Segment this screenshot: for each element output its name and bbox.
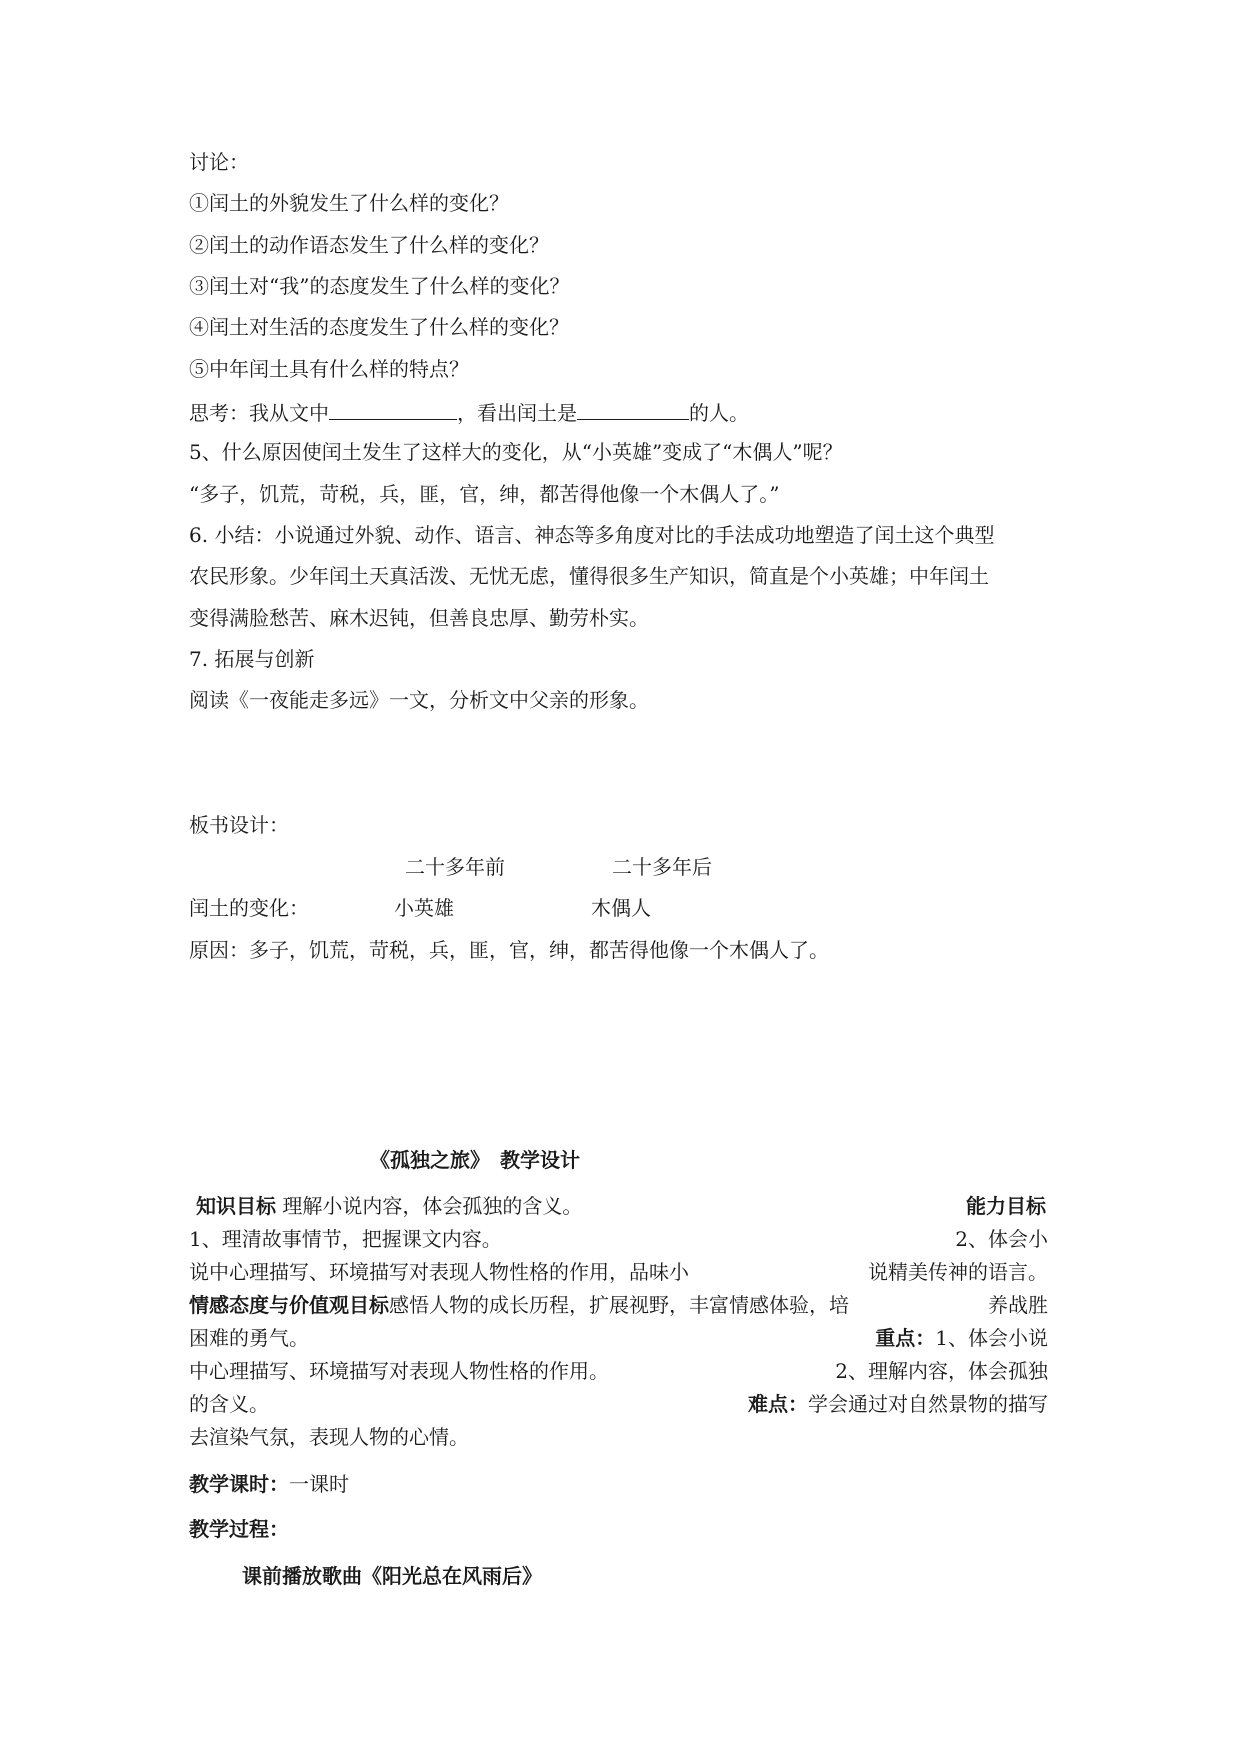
extension-title: 7. 拓展与创新: [189, 647, 315, 671]
board-before-value: 小英雄: [394, 896, 454, 920]
goal-line-1-right: 2、体会小: [955, 1227, 1048, 1251]
goal-line-7: 去渲染气氛，表现人物的心情。: [189, 1425, 469, 1449]
board-title: 板书设计：: [189, 813, 289, 837]
think-suffix: 的人。: [689, 401, 749, 425]
board-row-label: 闰土的变化：: [189, 896, 309, 920]
summary-line-1: 6. 小结：小说通过外貌、动作、语言、神态等多角度对比的手法成功地塑造了闰土这个典型: [189, 523, 995, 547]
goal-line-5: 中心理描写、环境描写对表现人物性格的作用。: [189, 1359, 609, 1383]
goal-line-2-right: 说精美传神的语言。: [868, 1260, 1048, 1284]
process-label: 教学过程：: [189, 1517, 289, 1541]
board-reason: 原因：多子，饥荒，苛税，兵，匪，官，绅，都苦得他像一个木偶人了。: [189, 938, 829, 962]
discussion-title: 讨论：: [189, 150, 249, 174]
goal-line-6: 的含义。: [189, 1392, 269, 1416]
goal-line-1: 1、理清故事情节，把握课文内容。: [189, 1227, 502, 1251]
teaching-period: [189, 1470, 349, 1498]
knowledge-goal: [196, 1192, 582, 1220]
key-text: 1、体会小说: [935, 1326, 1048, 1350]
fill-blank-1[interactable]: [329, 397, 457, 420]
song-line: 课前播放歌曲《阳光总在风雨后》: [242, 1564, 542, 1588]
reason-quote: “多子，饥荒，苛税，兵，匪，官，绅，都苦得他像一个木偶人了。”: [189, 482, 780, 506]
period-value: 一课时: [289, 1472, 349, 1496]
key-label: 重点: [875, 1326, 916, 1350]
period-label: 教学课时：: [189, 1472, 289, 1496]
emotion-label: 情感态度与价值观目标: [189, 1293, 389, 1317]
question-3: ③闰土对“我”的态度发生了什么样的变化？: [189, 274, 570, 298]
knowledge-label: 知识目标: [196, 1194, 276, 1218]
emotion-text: 感悟人物的成长历程，扩展视野，丰富情感体验，培: [389, 1293, 849, 1317]
fill-blank-2[interactable]: [577, 397, 689, 420]
emotion-goal: [189, 1291, 849, 1319]
question-4: ④闰土对生活的态度发生了什么样的变化？: [189, 315, 569, 339]
summary-line-3: 变得满脸愁苦、麻木迟钝，但善良忠厚、勤劳朴实。: [189, 606, 649, 630]
ability-label: 能力目标: [966, 1194, 1046, 1218]
question-1: ①闰土的外貌发生了什么样的变化？: [189, 191, 509, 215]
difficulty-point: 难点：学会通过对自然景物的描写: [748, 1392, 1048, 1416]
difficulty-label: 难点: [748, 1392, 788, 1416]
extension-text: 阅读《一夜能走多远》一文，分析文中父亲的形象。: [189, 688, 649, 712]
board-after-value: 木偶人: [591, 896, 651, 920]
think-line: [189, 397, 749, 427]
think-middle: ，看出闰土是: [457, 401, 577, 425]
question-5: ⑤中年闰土具有什么样的特点？: [189, 357, 469, 381]
emotion-right: 养战胜: [988, 1293, 1048, 1317]
think-prefix: 思考：我从文中: [189, 401, 329, 425]
question-2: ②闰土的动作语态发生了什么样的变化？: [189, 233, 549, 257]
summary-line-2: 农民形象。少年闰土天真活泼、无忧无虑，懂得很多生产知识，简直是个小英雄；中年闰土: [189, 564, 989, 588]
knowledge-text: 理解小说内容，体会孤独的含义。: [282, 1194, 583, 1218]
goal-line-4: 困难的勇气。: [189, 1326, 309, 1350]
lesson-title: 《孤独之旅》 教学设计: [370, 1148, 580, 1172]
board-col-before: 二十多年前: [405, 855, 505, 879]
key-point: 重点：1、体会小说: [875, 1326, 1048, 1350]
goal-line-2: 说中心理描写、环境描写对表现人物性格的作用，品味小: [189, 1260, 689, 1284]
question-reason: 5、什么原因使闰土发生了这样大的变化，从“小英雄”变成了“木偶人”呢？: [189, 440, 843, 464]
board-col-after: 二十多年后: [612, 855, 712, 879]
difficulty-text: 学会通过对自然景物的描写: [808, 1392, 1048, 1416]
goal-line-5-right: 2、理解内容，体会孤独: [835, 1359, 1048, 1383]
